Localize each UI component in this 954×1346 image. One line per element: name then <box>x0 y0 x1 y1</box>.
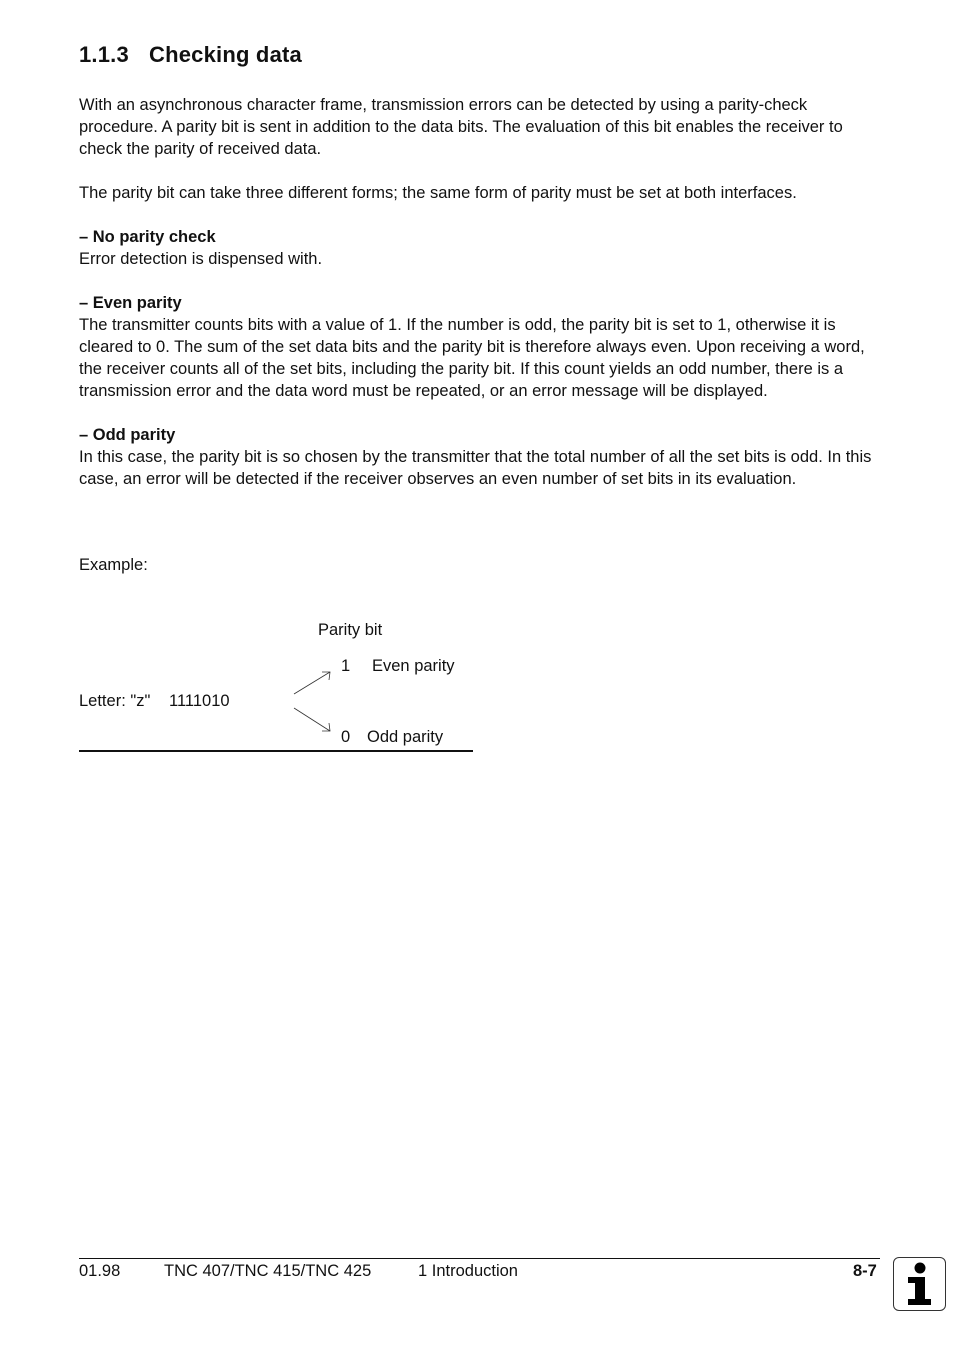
example-underline <box>79 750 473 752</box>
odd-parity-label: Odd parity <box>367 728 444 746</box>
footer-date: 01.98 <box>79 1262 121 1280</box>
even-parity-heading: – Even parity <box>79 294 182 312</box>
odd-bit-value: 0 <box>341 728 351 746</box>
info-icon <box>893 1257 946 1311</box>
footer-chapter: 1 Introduction <box>418 1262 518 1280</box>
intro-paragraph: With an asynchronous character frame, transmission errors can be detected by using a parity-check procedure. A parity bit is sent in addition to the data bits. The evaluation of this bit enables the receiver to check the parity of received data. <box>79 96 843 158</box>
footer-rule <box>79 1258 880 1259</box>
even-parity-item <box>79 292 879 402</box>
letter-bits: 1111010 <box>169 692 230 710</box>
no-parity-heading: – No parity check <box>79 228 216 246</box>
parity-arrows <box>288 668 338 736</box>
odd-parity-text: In this case, the parity bit is so chosen by the transmitter that the total number of all the set bits is odd. In this case, an error will be detected if the receiver observes an even number of set bits in its evaluation. <box>79 448 872 488</box>
footer-page-number: 8-7 <box>853 1262 877 1280</box>
example-label: Example: <box>79 556 148 574</box>
even-bit-value: 1 <box>341 657 351 675</box>
arrow-to-even <box>294 672 330 694</box>
body-text <box>79 94 879 512</box>
odd-parity-item <box>79 424 879 490</box>
parity-bit-label: Parity bit <box>318 621 383 639</box>
info-glyph <box>894 1258 945 1310</box>
section-heading <box>79 42 302 68</box>
arrow-to-odd <box>294 708 330 731</box>
even-parity-label: Even parity <box>372 657 455 675</box>
forms-paragraph: The parity bit can take three different forms; the same form of parity must be set at both interfaces. <box>79 184 797 202</box>
section-title: Checking data <box>149 42 302 67</box>
no-parity-text: Error detection is dispensed with. <box>79 250 323 268</box>
footer-model: TNC 407/TNC 415/TNC 425 <box>164 1262 372 1280</box>
letter-label: Letter: "z" <box>79 692 151 710</box>
even-parity-text: The transmitter counts bits with a value of 1. If the number is odd, the parity bit is set to 1, otherwise it is cleared to 0. The sum of the set data bits and the parity bit is therefore always even. Upon receiving a word, the receiver counts all of the set bits, including the parity bit. If this count yields an odd number, there is a transmission error and the data word must be repeated, or an error message will be displayed. <box>79 316 865 400</box>
no-parity-item <box>79 226 879 270</box>
section-number: 1.1.3 <box>79 42 129 67</box>
odd-parity-heading: – Odd parity <box>79 426 176 444</box>
